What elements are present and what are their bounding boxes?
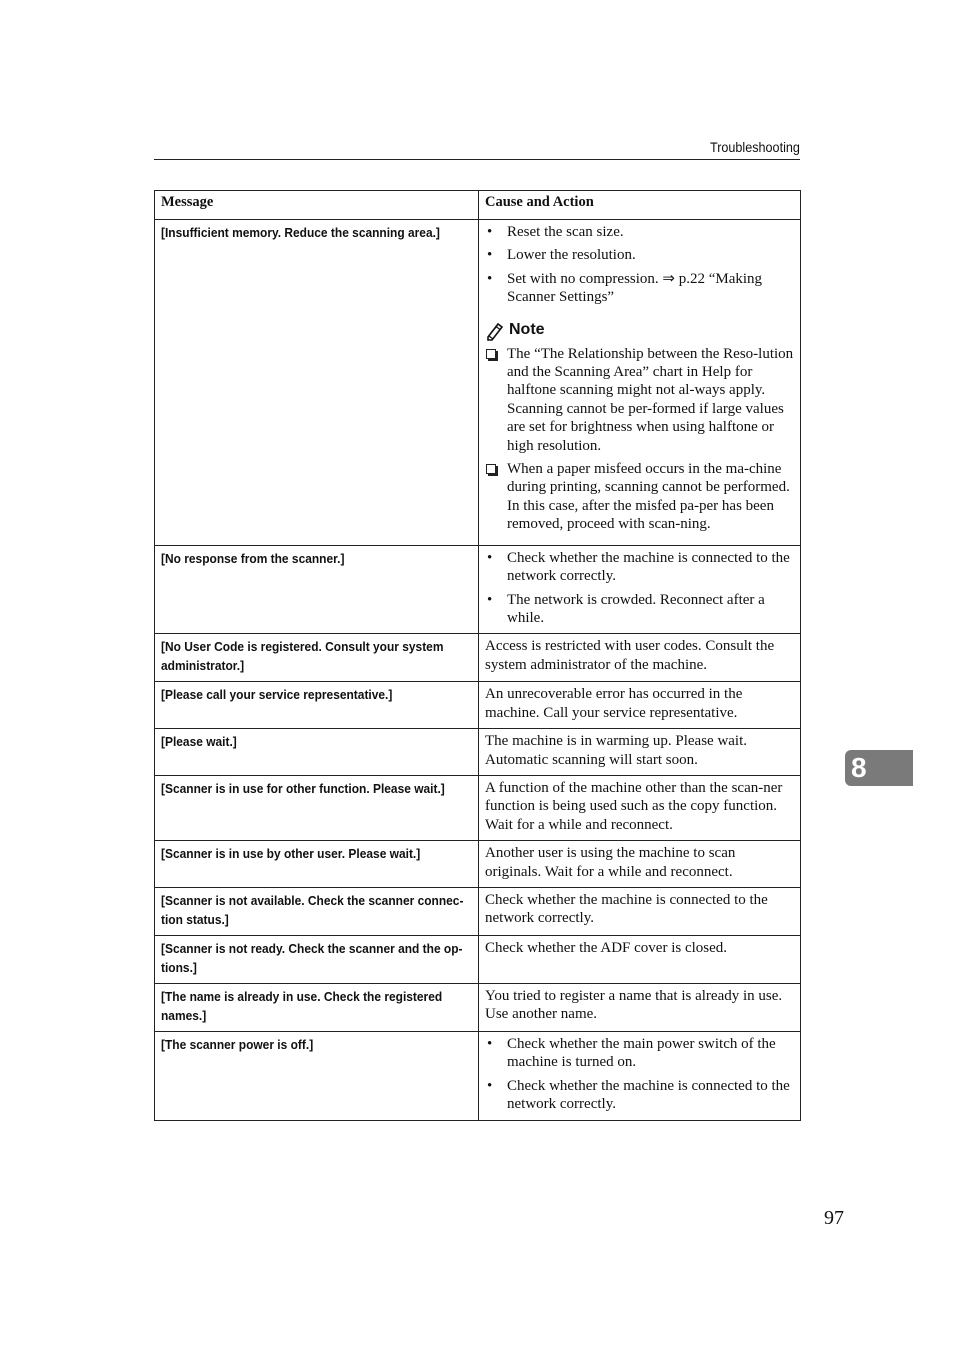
action-cell: Another user is using the machine to scan originals. Wait for a while and reconnect. bbox=[479, 841, 801, 888]
action-cell: The machine is in warming up. Please wait. Automatic scanning will start soon. bbox=[479, 729, 801, 776]
bullet-item: • Check whether the machine is connected to the network correctly. bbox=[485, 1077, 794, 1114]
message-cell: [Insufficient memory. Reduce the scanning area.] bbox=[155, 220, 479, 546]
message-cell: [Scanner is not ready. Check the scanner and the op-tions.] bbox=[155, 935, 479, 983]
table-row bbox=[155, 841, 801, 888]
table-header-row bbox=[155, 191, 801, 220]
page-header bbox=[154, 139, 800, 160]
chapter-tab: 8 bbox=[845, 750, 913, 786]
table-row bbox=[155, 983, 801, 1031]
pencil-icon bbox=[485, 321, 505, 341]
table-row bbox=[155, 634, 801, 682]
action-cell bbox=[479, 220, 801, 546]
action-cell: Check whether the machine is connected to the network correctly. bbox=[479, 887, 801, 935]
message-cell: [No response from the scanner.] bbox=[155, 545, 479, 634]
note-label: Note bbox=[509, 321, 545, 339]
column-header-message: Message bbox=[155, 191, 479, 220]
message-cell: [Scanner is not available. Check the scanner connec-tion status.] bbox=[155, 887, 479, 935]
table-row bbox=[155, 775, 801, 840]
action-cell bbox=[479, 1031, 801, 1120]
troubleshooting-table bbox=[154, 190, 801, 1121]
action-cell: A function of the machine other than the scan-ner function is being used such as the copy function. Wait for a while and reconnect. bbox=[479, 775, 801, 840]
bullet-item: • Reset the scan size. bbox=[485, 223, 794, 241]
table-row bbox=[155, 887, 801, 935]
table-row bbox=[155, 545, 801, 634]
note-heading bbox=[485, 321, 794, 341]
message-cell: [Scanner is in use by other user. Please wait.] bbox=[155, 841, 479, 888]
bullet-item: • The network is crowded. Reconnect after a while. bbox=[485, 591, 794, 628]
message-cell: [Please wait.] bbox=[155, 729, 479, 776]
note-item: When a paper misfeed occurs in the ma-chine during printing, scanning cannot be performed. In this case, after the misfed pa-per has been removed, proceed with scan-ning. bbox=[485, 460, 794, 534]
table-row bbox=[155, 935, 801, 983]
action-cell: An unrecoverable error has occurred in the machine. Call your service representative. bbox=[479, 682, 801, 729]
action-cell: Check whether the ADF cover is closed. bbox=[479, 935, 801, 983]
table-row bbox=[155, 682, 801, 729]
action-cell bbox=[479, 545, 801, 634]
bullet-item: • Lower the resolution. bbox=[485, 246, 794, 264]
page-number: 97 bbox=[824, 1207, 844, 1229]
action-cell: You tried to register a name that is already in use. Use another name. bbox=[479, 983, 801, 1031]
table-row bbox=[155, 1031, 801, 1120]
message-cell: [The scanner power is off.] bbox=[155, 1031, 479, 1120]
action-cell: Access is restricted with user codes. Consult the system administrator of the machine. bbox=[479, 634, 801, 682]
header-title: Troubleshooting bbox=[710, 139, 800, 155]
bullet-item: • Set with no compression. ⇒ p.22 “Making Scanner Settings” bbox=[485, 270, 794, 307]
note-item: The “The Relationship between the Reso-lution and the Scanning Area” chart in Help for halftone scanning might not al-ways apply. Scanning cannot be per-formed if large values are set for brightness when using halftone or high resolution. bbox=[485, 345, 794, 455]
table-row bbox=[155, 729, 801, 776]
message-cell: [Please call your service representative.] bbox=[155, 682, 479, 729]
table-row bbox=[155, 220, 801, 546]
column-header-action: Cause and Action bbox=[479, 191, 801, 220]
message-cell: [The name is already in use. Check the registered names.] bbox=[155, 983, 479, 1031]
message-cell: [Scanner is in use for other function. Please wait.] bbox=[155, 775, 479, 840]
bullet-item: • Check whether the machine is connected to the network correctly. bbox=[485, 549, 794, 586]
message-cell: [No User Code is registered. Consult your system administrator.] bbox=[155, 634, 479, 682]
bullet-item: • Check whether the main power switch of the machine is turned on. bbox=[485, 1035, 794, 1072]
